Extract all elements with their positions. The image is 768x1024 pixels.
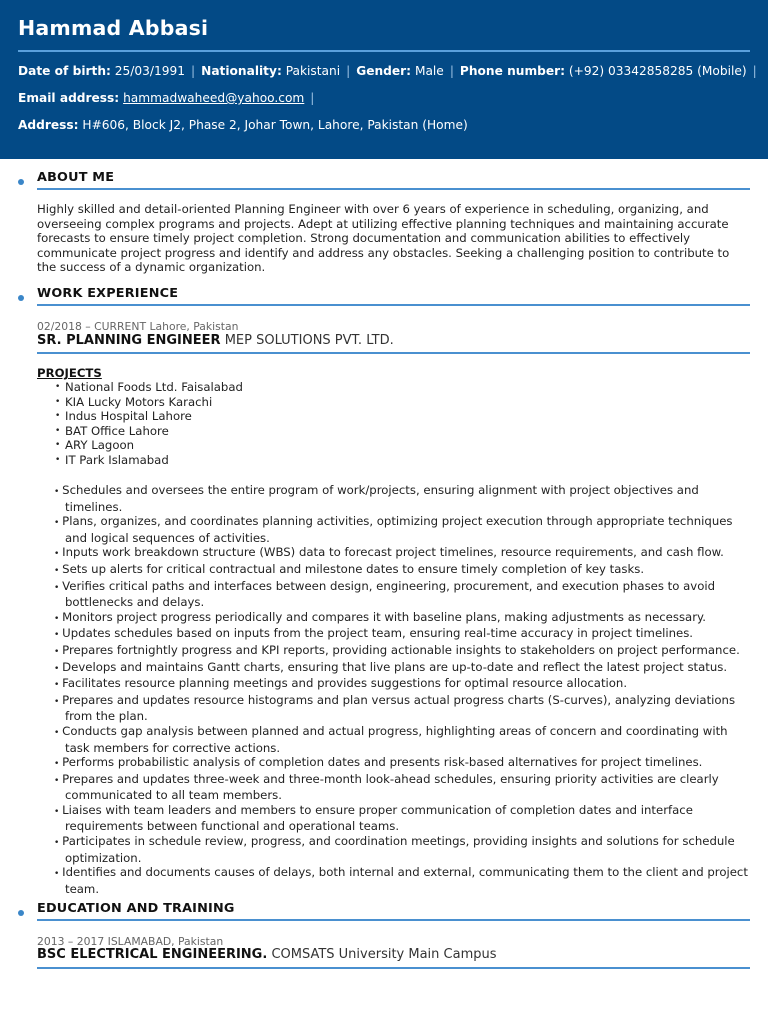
job-title-line bbox=[37, 333, 394, 348]
work-date-location: 02/2018 – CURRENT Lahore, Pakistan bbox=[37, 320, 239, 333]
about-heading: ABOUT ME bbox=[37, 170, 115, 185]
dob-label: Date of birth: bbox=[18, 64, 111, 78]
separator: | bbox=[346, 64, 351, 78]
email-link[interactable]: hammadwaheed@yahoo.com bbox=[123, 91, 305, 105]
list-item: • Inputs work breakdown structure (WBS) data to forecast project timelines, resource requirements, and cash flow. bbox=[45, 545, 755, 562]
education-date-location: 2013 – 2017 ISLAMABAD, Pakistan bbox=[37, 935, 224, 948]
degree-divider bbox=[37, 967, 750, 969]
email-line bbox=[18, 91, 320, 105]
list-item: • ARY Lagoon bbox=[55, 438, 243, 453]
candidate-name: Hammad Abbasi bbox=[18, 16, 209, 40]
email-label: Email address: bbox=[18, 91, 120, 105]
list-item: • Develops and maintains Gantt charts, ensuring that live plans are up-to-date and reflect the latest project status. bbox=[45, 660, 755, 677]
list-item: • National Foods Ltd. Faisalabad bbox=[55, 380, 243, 395]
nationality-value: Pakistani bbox=[285, 64, 341, 78]
header-banner bbox=[0, 0, 768, 159]
institution-name: COMSATS University Main Campus bbox=[271, 947, 497, 962]
list-item: • Plans, organizes, and coordinates planning activities, optimizing project execution through appropriate techniques and logical sequences of activities. bbox=[45, 514, 755, 545]
work-heading: WORK EXPERIENCE bbox=[37, 286, 179, 301]
work-divider bbox=[37, 304, 750, 306]
phone-value: (+92) 03342858285 (Mobile) bbox=[568, 64, 747, 78]
gender-label: Gender: bbox=[356, 64, 412, 78]
projects-label: PROJECTS bbox=[37, 366, 102, 380]
list-item: • Schedules and oversees the entire program of work/projects, ensuring alignment with project objectives and timelines. bbox=[45, 483, 755, 514]
list-item: • Sets up alerts for critical contractual and milestone dates to ensure timely completion of key tasks. bbox=[45, 562, 755, 579]
list-item: • Monitors project progress periodically and compares it with baseline plans, making adjustments as necessary. bbox=[45, 610, 755, 627]
job-divider bbox=[37, 352, 750, 354]
about-text: Highly skilled and detail-oriented Planning Engineer with over 6 years of experience in scheduling, organizing, and overseeing complex programs and projects. Adept at utilizing effective planning techniques and maintaining accurate forecasts to ensure timely project completion. Strong documentation and communication abilities to effectively communicate project progress and identify and address any obstacles. Seeking a challenging position to contribute to the success of a dynamic organization. bbox=[37, 202, 730, 275]
separator: | bbox=[310, 91, 315, 105]
list-item: • Verifies critical paths and interfaces between design, engineering, procurement, and execution phases to avoid bottlenecks and delays. bbox=[45, 579, 755, 610]
company-name: MEP SOLUTIONS PVT. LTD. bbox=[224, 333, 394, 348]
job-title: SR. PLANNING ENGINEER bbox=[37, 333, 221, 348]
separator: | bbox=[752, 64, 757, 78]
about-divider bbox=[37, 188, 750, 190]
address-label: Address: bbox=[18, 118, 79, 132]
list-item: • Participates in schedule review, progress, and coordination meetings, providing insights and solutions for schedule optimization. bbox=[45, 834, 755, 865]
gender-value: Male bbox=[414, 64, 444, 78]
separator: | bbox=[191, 64, 196, 78]
list-item: • Prepares and updates three-week and three-month look-ahead schedules, ensuring priority activities are clearly communicated to all team members. bbox=[45, 772, 755, 803]
list-item: • Facilitates resource planning meetings and provides suggestions for optimal resource allocation. bbox=[45, 676, 755, 693]
list-item: • Liaises with team leaders and members to ensure proper communication of completion dates and interface requirements between functional and operational teams. bbox=[45, 803, 755, 834]
projects-list bbox=[55, 380, 243, 468]
duties-list bbox=[55, 483, 755, 896]
personal-info-line bbox=[18, 64, 763, 78]
address-value: H#606, Block J2, Phase 2, Johar Town, Lahore, Pakistan (Home) bbox=[82, 118, 468, 132]
education-heading: EDUCATION AND TRAINING bbox=[37, 901, 235, 916]
list-item: • KIA Lucky Motors Karachi bbox=[55, 395, 243, 410]
section-bullet-icon bbox=[18, 910, 24, 916]
header-divider bbox=[18, 50, 750, 52]
list-item: • Identifies and documents causes of delays, both internal and external, communicating them to the client and project team. bbox=[45, 865, 755, 896]
list-item: • Prepares and updates resource histograms and plan versus actual progress charts (S-curves), analyzing deviations from the plan. bbox=[45, 693, 755, 724]
list-item: • Prepares fortnightly progress and KPI reports, providing actionable insights to stakeholders on project performance. bbox=[45, 643, 755, 660]
address-line bbox=[18, 118, 468, 132]
degree-title: BSC ELECTRICAL ENGINEERING. bbox=[37, 947, 268, 962]
dob-value: 25/03/1991 bbox=[114, 64, 186, 78]
degree-line bbox=[37, 947, 497, 962]
separator: | bbox=[449, 64, 454, 78]
nationality-label: Nationality: bbox=[201, 64, 282, 78]
education-divider bbox=[37, 919, 750, 921]
section-bullet-icon bbox=[18, 179, 24, 185]
list-item: • BAT Office Lahore bbox=[55, 424, 243, 439]
list-item: • Updates schedules based on inputs from the project team, ensuring real-time accuracy in project timelines. bbox=[45, 626, 755, 643]
list-item: • IT Park Islamabad bbox=[55, 453, 243, 468]
section-bullet-icon bbox=[18, 295, 24, 301]
list-item: • Conducts gap analysis between planned and actual progress, highlighting areas of concern and coordinating with task members for corrective actions. bbox=[45, 724, 755, 755]
list-item: • Indus Hospital Lahore bbox=[55, 409, 243, 424]
list-item: • Performs probabilistic analysis of completion dates and presents risk-based alternatives for project timelines. bbox=[45, 755, 755, 772]
phone-label: Phone number: bbox=[459, 64, 566, 78]
